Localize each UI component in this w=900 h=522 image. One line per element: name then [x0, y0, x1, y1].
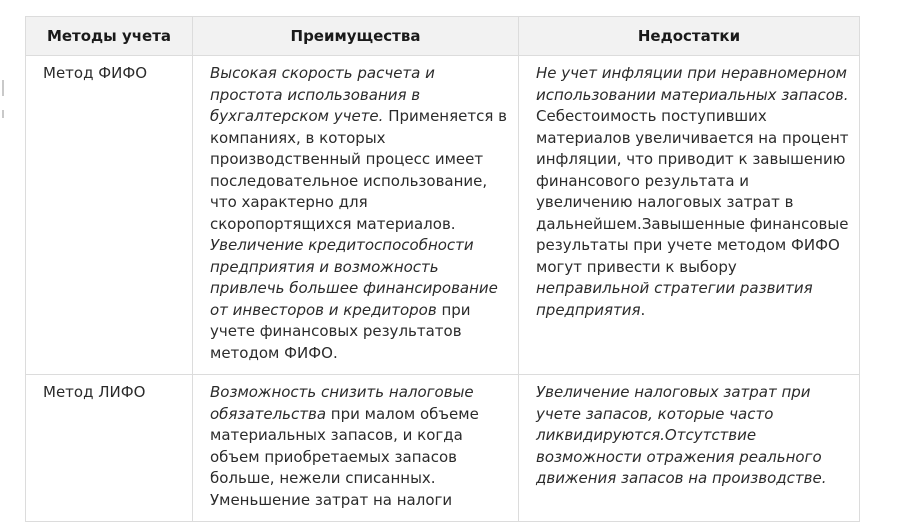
edge-mark — [2, 110, 4, 118]
disadvantage-text: Увеличение налоговых затрат при учете запасов, которые часто ликвидируются.Отсутствие возможности отражения реального движения запасов на производстве. — [536, 383, 827, 487]
disadvantage-text: . — [640, 300, 646, 319]
disadvantage-text: неправильной стратегии развития предприятия — [536, 279, 813, 319]
header-disadvantages: Недостатки — [519, 17, 860, 56]
table-header-row — [26, 17, 860, 56]
table-row-lifo — [26, 375, 860, 522]
edge-mark — [2, 80, 4, 96]
disadvantages-cell — [519, 375, 860, 522]
page-left-edge — [0, 0, 6, 500]
advantages-cell — [193, 56, 519, 375]
disadvantage-text: Себестоимость поступивших материалов увеличивается на процент инфляции, что приводит к завышению финансового результата и увеличению налоговых затрат в дальнейшем.Завышенные финансовые результаты при учете методом ФИФО могут привести к выбору — [536, 107, 849, 276]
disadvantages-cell — [519, 56, 860, 375]
disadvantage-text: Не учет инфляции при неравномерном использовании материальных запасов. — [536, 64, 849, 104]
advantage-text: при малом объеме материальных запасов, и когда объем приобретаемых запасов больше, нежели списанных. Уменьшение затрат на налоги — [210, 404, 479, 509]
advantages-cell — [193, 375, 519, 522]
advantage-text: при учете финансовых результатов методом ФИФО. — [210, 300, 471, 362]
table-row-fifo — [26, 56, 860, 375]
advantage-text: Применяется в компаниях, в которых производственный процесс имеет последовательное использование, что характерно для скоропортящихся материалов. — [210, 107, 507, 233]
method-name-cell: Метод ЛИФО — [26, 375, 193, 522]
advantage-text: Высокая скорость расчета и простота использования в бухгалтерском учете. — [210, 64, 435, 125]
accounting-methods-table — [25, 16, 860, 522]
header-advantages: Преимущества — [193, 17, 519, 56]
advantage-text: Увеличение кредитоспособности предприятия и возможность привлечь большее финансирование от инвесторов и кредиторов — [210, 236, 498, 319]
advantage-text: Возможность снизить налоговые обязательства — [210, 383, 474, 423]
header-methods: Методы учета — [26, 17, 193, 56]
method-name-cell: Метод ФИФО — [26, 56, 193, 375]
